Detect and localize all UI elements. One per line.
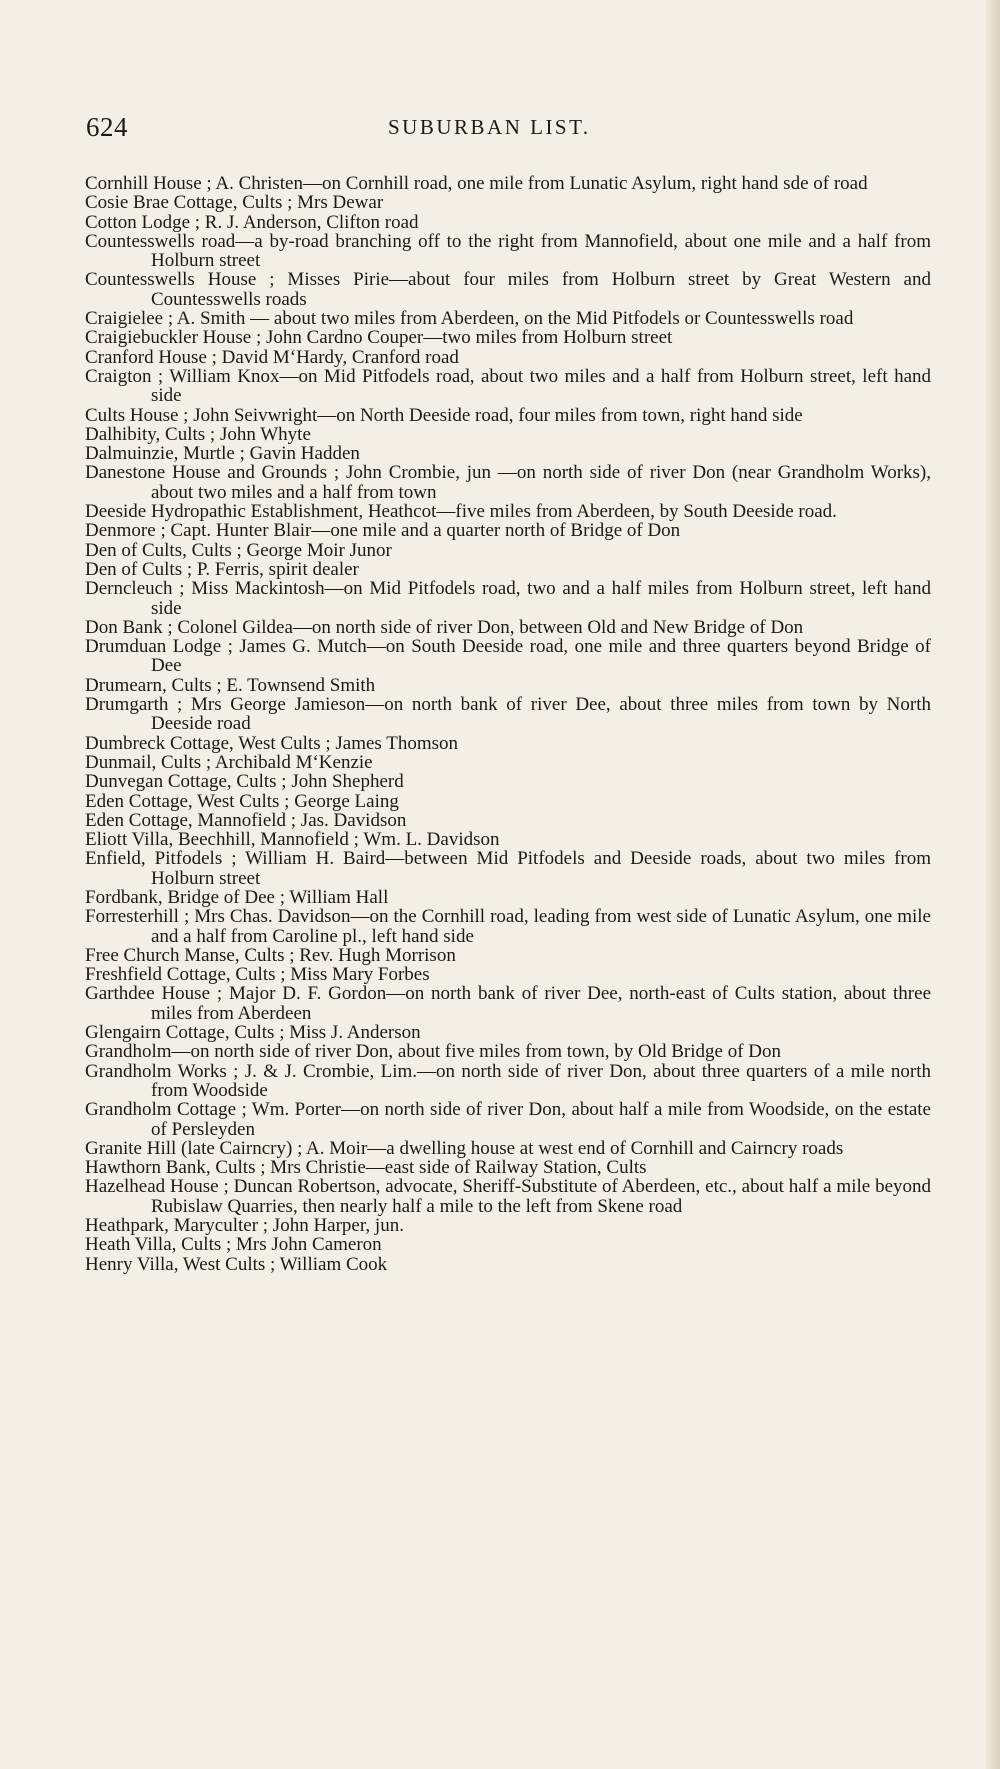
directory-entry: Cults House ; John Seivwright—on North Deeside road, four miles from town, right hand side xyxy=(85,404,803,426)
running-head: SUBURBAN LIST. xyxy=(388,115,591,139)
directory-entry: Cotton Lodge ; R. J. Anderson, Clifton road xyxy=(85,211,419,233)
directory-entry: Deeside Hydropathic Establishment, Heathcot—five miles from Aberdeen, by South Deeside road. xyxy=(85,501,837,523)
directory-entry: Drumduan Lodge ; James G. Mutch—on South Deeside road, one mile and three quarters beyond Bridge of Dee xyxy=(85,636,931,677)
directory-entry: Granite Hill (late Cairncry) ; A. Moir—a dwelling house at west end of Cornhill and Cairncry roads xyxy=(85,1137,844,1159)
directory-entry: Cornhill House ; A. Christen—on Cornhill road, one mile from Lunatic Asylum, right hand sde of road xyxy=(85,173,868,194)
directory-entry: Countesswells House ; Misses Pirie—about four miles from Holburn street by Great Western and Countesswells roads xyxy=(85,269,931,310)
page-number: 624 xyxy=(86,112,128,142)
directory-entry: Grandholm Works ; J. & J. Crombie, Lim.—on north side of river Don, about three quarters of a mile north from Woodside xyxy=(85,1060,931,1101)
directory-entry: Drumgarth ; Mrs George Jamieson—on north bank of river Dee, about three miles from town by North Deeside road xyxy=(85,694,931,735)
directory-entry: Freshfield Cottage, Cults ; Miss Mary Forbes xyxy=(85,964,430,986)
directory-entry: Craigielee ; A. Smith — about two miles from Aberdeen, on the Mid Pitfodels or Countesswells road xyxy=(85,308,854,330)
directory-entry: Cosie Brae Cottage, Cults ; Mrs Dewar xyxy=(85,192,384,214)
directory-entry: Dunvegan Cottage, Cults ; John Shepherd xyxy=(85,771,404,793)
directory-entry: Eden Cottage, West Cults ; George Laing xyxy=(85,790,399,812)
page-edge xyxy=(986,0,1000,1769)
directory-entry: Derncleuch ; Miss Mackintosh—on Mid Pitfodels road, two and a half miles from Holburn street, left hand side xyxy=(85,578,931,619)
directory-entry: Countesswells road—a by-road branching off to the right from Mannofield, about one mile and a half from Holburn street xyxy=(85,230,931,272)
directory-entry: Enfield, Pitfodels ; William H. Baird—between Mid Pitfodels and Deeside roads, about two miles from Holburn street xyxy=(85,848,931,889)
directory-entry: Craigiebuckler House ; John Cardno Couper—two miles from Holburn street xyxy=(85,327,673,349)
page-header xyxy=(86,112,946,146)
directory-entry: Danestone House and Grounds ; John Crombie, jun —on north side of river Don (near Grandholm Works), about two miles and a half from town xyxy=(85,462,931,503)
directory-entry: Free Church Manse, Cults ; Rev. Hugh Morrison xyxy=(85,944,456,966)
directory-entry: Heath Villa, Cults ; Mrs John Cameron xyxy=(85,1234,382,1256)
directory-entry: Den of Cults, Cults ; George Moir Junor xyxy=(85,539,392,561)
directory-entry: Henry Villa, West Cults ; William Cook xyxy=(85,1253,388,1275)
directory-entry: Craigton ; William Knox—on Mid Pitfodels road, about two miles and a half from Holburn street, left hand side xyxy=(85,365,931,407)
directory-entry: Eden Cottage, Mannofield ; Jas. Davidson xyxy=(85,809,407,831)
directory-entry: Dumbreck Cottage, West Cults ; James Thomson xyxy=(85,732,458,754)
directory-entry: Forresterhill ; Mrs Chas. Davidson—on the Cornhill road, leading from west side of Lunatic Asylum, one mile and a half from Caroline pl., left hand side xyxy=(85,906,931,947)
directory-entry: Dunmail, Cults ; Archibald M‘Kenzie xyxy=(85,751,373,773)
directory-entry: Hazelhead House ; Duncan Robertson, advocate, Sheriff-Substitute of Aberdeen, etc., about half a mile beyond Rubislaw Quarries, then nearly half a mile to the left from Skene road xyxy=(85,1176,931,1217)
directory-entry: Grandholm Cottage ; Wm. Porter—on north side of river Don, about half a mile from Woodside, on the estate of Persleyden xyxy=(85,1099,931,1140)
directory-entry: Dalmuinzie, Murtle ; Gavin Hadden xyxy=(85,443,360,465)
directory-entry: Grandholm—on north side of river Don, about five miles from town, by Old Bridge of Don xyxy=(85,1041,782,1063)
directory-entry: Denmore ; Capt. Hunter Blair—one mile and a quarter north of Bridge of Don xyxy=(85,520,681,542)
directory-entry: Garthdee House ; Major D. F. Gordon—on north bank of river Dee, north-east of Cults station, about three miles from Aberdeen xyxy=(85,983,931,1024)
directory-entry: Heathpark, Maryculter ; John Harper, jun. xyxy=(85,1215,404,1237)
directory-entry: Den of Cults ; P. Ferris, spirit dealer xyxy=(85,558,359,580)
directory-list xyxy=(85,174,931,1274)
directory-entry: Dalhibity, Cults ; John Whyte xyxy=(85,423,311,445)
directory-entry: Drumearn, Cults ; E. Townsend Smith xyxy=(85,674,376,696)
directory-entry: Hawthorn Bank, Cults ; Mrs Christie—east side of Railway Station, Cults xyxy=(85,1157,647,1179)
directory-entry: Glengairn Cottage, Cults ; Miss J. Anderson xyxy=(85,1022,421,1044)
directory-entry: Cranford House ; David M‘Hardy, Cranford road xyxy=(85,346,459,368)
directory-entry: Don Bank ; Colonel Gildea—on north side of river Don, between Old and New Bridge of Don xyxy=(85,616,804,638)
directory-entry: Eliott Villa, Beechhill, Mannofield ; Wm. L. Davidson xyxy=(85,829,500,851)
directory-entry: Fordbank, Bridge of Dee ; William Hall xyxy=(85,886,389,908)
